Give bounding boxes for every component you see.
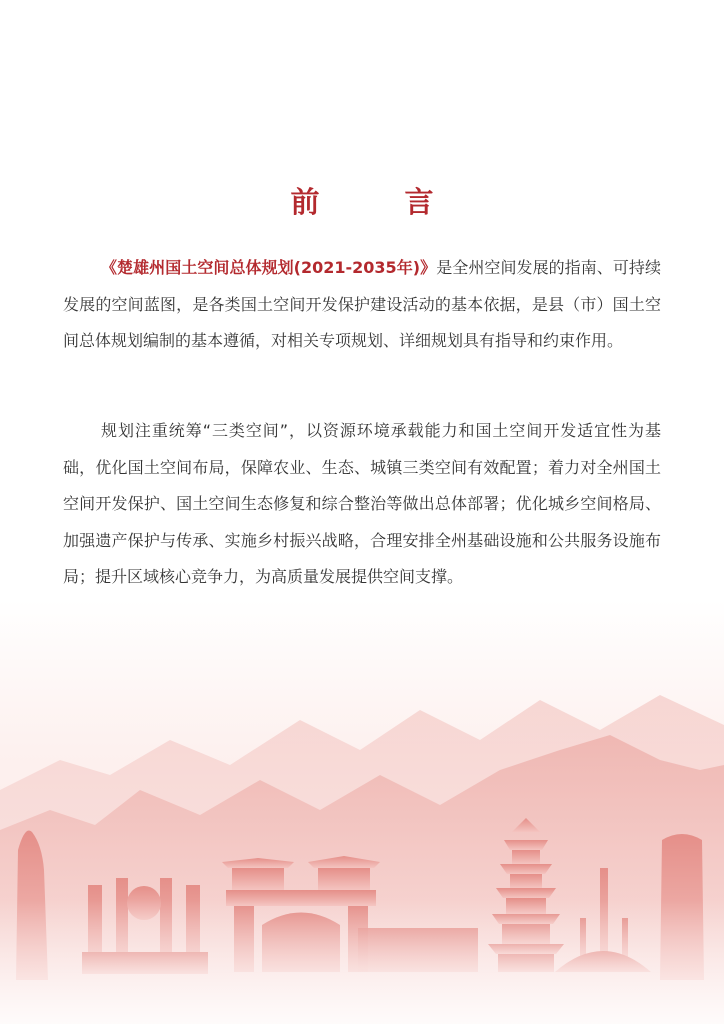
page-title: 前 言 bbox=[290, 185, 462, 220]
plan-book-title: 《楚雄州国土空间总体规划(2021-2035年)》 bbox=[101, 258, 437, 277]
paragraph-intro bbox=[63, 250, 661, 360]
paragraph-intro-text: 是全州空间发展的指南、可持续发展的空间蓝图，是各类国土空间开发保护建设活动的基本依据，是县（市）国土空间总体规划编制的基本遵循，对相关专项规划、详细规划具有指导和约束作用。 bbox=[63, 258, 661, 350]
paragraph-planning-focus: 规划注重统筹“三类空间”，以资源环境承载能力和国土空间开发适宜性为基础，优化国土空间布局，保障农业、生态、城镇三类空间有效配置；着力对全州国土空间开发保护、国土空间生态修复和综合整治等做出总体部署；优化城乡空间格局、加强遗产保护与传承、实施乡村振兴战略，合理安排全州基础设施和公共服务设施布局；提升区域核心竞争力，为高质量发展提供空间支撑。 bbox=[63, 421, 661, 586]
landmark-skyline-illustration bbox=[0, 600, 724, 1024]
ground-mist bbox=[0, 900, 724, 1024]
